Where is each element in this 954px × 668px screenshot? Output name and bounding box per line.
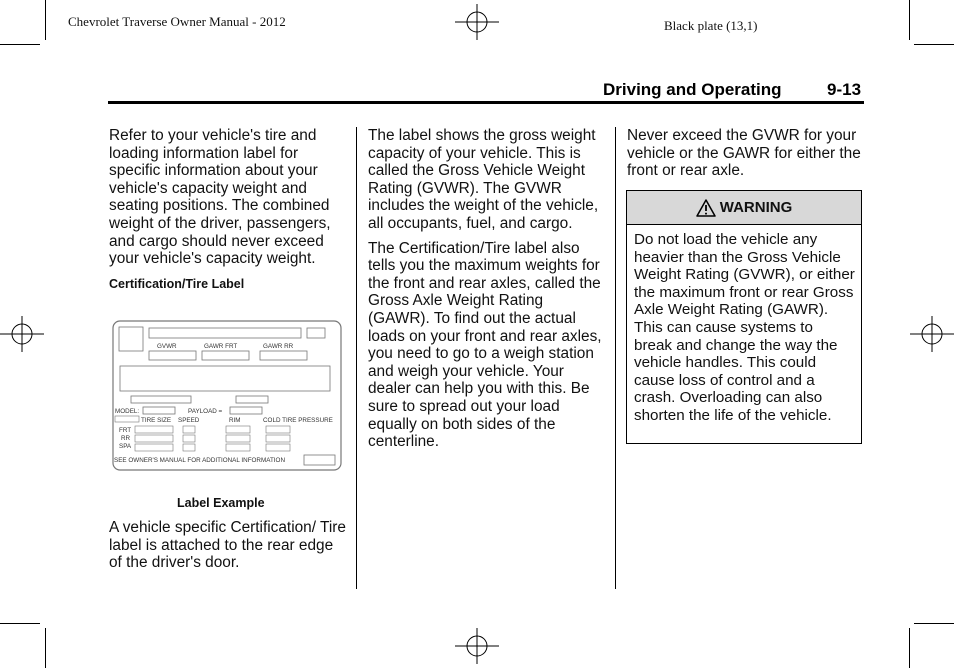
column-1 — [109, 127, 349, 268]
speed-label: SPEED — [178, 417, 200, 424]
warning-header — [627, 191, 861, 225]
gawr-frt-label: GAWR FRT — [204, 343, 238, 350]
payload-label: PAYLOAD = — [188, 408, 223, 415]
header-rule — [108, 101, 864, 104]
warning-triangle-icon — [696, 199, 716, 217]
crop-mark — [914, 44, 954, 45]
crop-mark — [909, 0, 910, 40]
paragraph: Never exceed the GVWR for your vehicle or the GAWR for either the front or rear axle. — [627, 127, 861, 180]
page-number: 9-13 — [827, 80, 862, 99]
certification-tire-label-figure — [112, 320, 342, 471]
column-2 — [368, 127, 608, 451]
figure-caption: Label Example — [177, 496, 265, 510]
column-divider — [615, 127, 616, 589]
spa-label: SPA — [119, 443, 132, 450]
paragraph: The Certification/Tire label also tells you the maximum weights for the front and rear axles, called the Gross Axle Weight Rating (GAWR). To find out the actual loads on your front and rear axles, you need to go to a weigh station and weigh your vehicle. Your dealer can help you with this. Be sure to spread out your load equally on both sides of the centerline. — [368, 239, 602, 451]
figure-heading: Certification/Tire Label — [109, 277, 245, 291]
frt-label: FRT — [119, 427, 132, 434]
printer-slug-left: Chevrolet Traverse Owner Manual - 2012 — [68, 14, 286, 29]
crop-mark — [909, 628, 910, 668]
crop-mark — [0, 623, 40, 624]
paragraph: A vehicle specific Certification/ Tire label is attached to the rear edge of the driver's door. — [109, 519, 346, 572]
registration-mark-icon — [455, 0, 499, 44]
rim-label: RIM — [229, 417, 241, 424]
warning-text: Do not load the vehicle any heavier than the Gross Vehicle Weight Rating (GVWR), or either the maximum front or rear Gross Axle Weight Rating (GAWR). This can cause systems to break and change the way the vehicle handles. This could cause loss of control and a crash. Overloading can also shorten the life of the vehicle. — [634, 231, 855, 424]
registration-mark-icon — [0, 312, 44, 356]
paragraph: Refer to your vehicle's tire and loading information label for specific information about your vehicle's capacity weight and seating positions. The combined weight of the driver, passengers, and cargo should never exceed your vehicle's capacity weight. — [109, 127, 331, 268]
paragraph: The label shows the gross weight capacity of your vehicle. This is called the Gross Vehicle Weight Rating (GVWR). The GVWR includes the weight of the vehicle, all occupants, fuel, and cargo. — [368, 127, 599, 232]
registration-mark-icon — [910, 312, 954, 356]
rr-label: RR — [121, 435, 131, 442]
column-divider — [356, 127, 357, 589]
column-3 — [627, 127, 863, 180]
warning-box — [626, 190, 862, 444]
printer-slug-right: Black plate (13,1) — [664, 18, 758, 33]
gawr-rr-label: GAWR RR — [263, 343, 294, 350]
crop-mark — [914, 623, 954, 624]
model-label: MODEL: — [115, 408, 140, 415]
column-1-lower — [109, 519, 349, 572]
cold-tire-pressure-label: COLD TIRE PRESSURE — [263, 417, 333, 424]
section-title: Driving and Operating — [603, 80, 782, 99]
warning-title: WARNING — [719, 199, 793, 216]
tire-size-label: TIRE SIZE — [141, 417, 172, 424]
gvwr-label: GVWR — [157, 343, 177, 350]
crop-mark — [45, 0, 46, 40]
crop-mark — [45, 628, 46, 668]
label-footer-text: SEE OWNER'S MANUAL FOR ADDITIONAL INFORMATION — [114, 457, 285, 464]
registration-mark-icon — [455, 624, 499, 668]
crop-mark — [0, 44, 40, 45]
